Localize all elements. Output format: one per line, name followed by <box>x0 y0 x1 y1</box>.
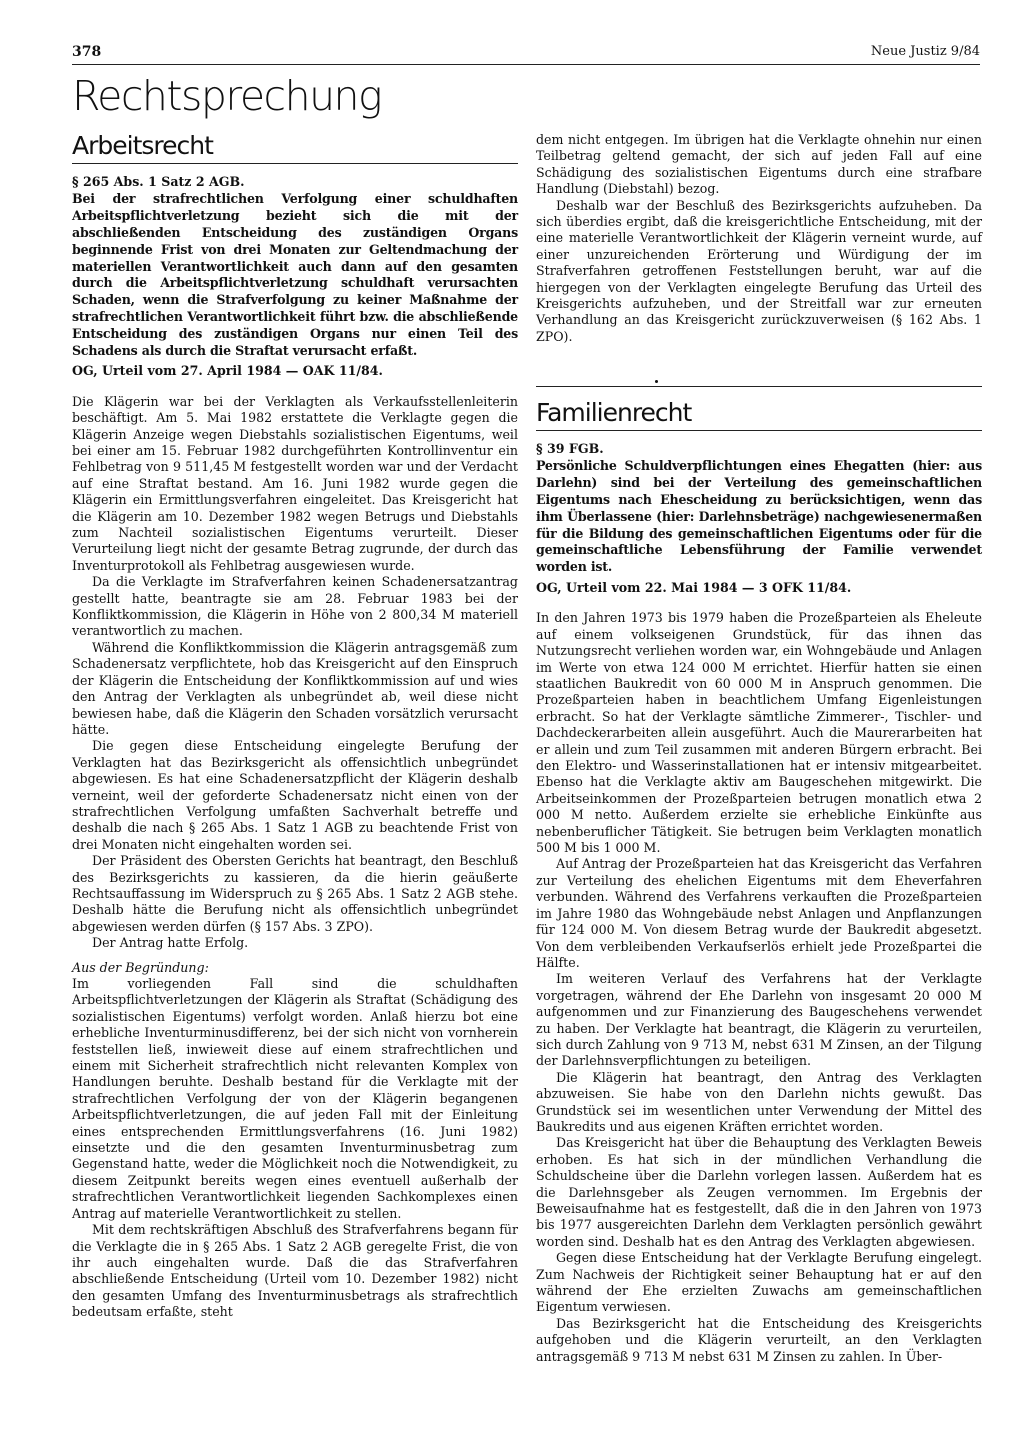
paragraph: Das Kreisgericht hat über die Behauptung des Verklagten Beweis erhoben. Es hat sich in der mündlichen Verhandlung die Schuldscheine über die Darlehn vorlegen lassen. Außerdem hat es die Darlehnsgeber als Zeugen vernommen. Im Ergebnis der Beweisaufnahme hat es festgestellt, daß die in den Jahren von 1973 bis 1977 ausgereichten Darlehn dem Verklagten persönlich gewährt worden sind. Deshalb hat es den Antrag des Verklagten abgewiesen. <box>536 1135 982 1249</box>
norm-citation: § 265 Abs. 1 Satz 2 AGB. <box>72 174 245 189</box>
paragraph: Während die Konfliktkommission die Klägerin antragsgemäß zum Schadenersatz verpflichtete, hob das Kreisgericht auf den Einspruch der Klägerin die Entscheidung der Konfliktkommission auf und wies den Antrag der Verklagten als unbegründet ab, weil diese nicht bewiesen habe, daß die Klägerin den Schaden vorsätzlich verursacht hätte. <box>72 639 518 737</box>
verdict-citation: OG, Urteil vom 22. Mai 1984 — 3 OFK 11/84. <box>536 579 852 595</box>
subheading-reasons: Aus der Begründung: <box>72 959 209 975</box>
paragraph: In den Jahren 1973 bis 1979 haben die Prozeßparteien als Eheleute auf einem volkseigenen Grundstück, für das ihnen das Nutzungsrecht verliehen worden war, ein Wohngebäude und Anlagen im Werte von etwa 124 000 M errichtet. Hierfür hatten sie einen staatlichen Baukredit von 60 000 M in Anspruch genommen. Die Prozeßparteien haben in beachtlichem Umfang Eigenleistungen erbracht. So hat der Verklagte sämtliche Zimmerer-, Tischler- und Dachdeckerarbeiten allein ausgeführt. Auch die Maurerarbeiten hat er allein und zum Teil zusammen mit anderen Bürgern erbracht. Bei den Elektro- und Wasserinstallationen hat er intensiv mitgearbeitet. Ebenso hat die Verklagte aktiv am Baugeschehen mitgewirkt. Die Arbeitseinkommen der Prozeßparteien betrugen monatlich etwa 2 000 M netto. Außerdem erzielte sie erhebliche Einkünfte aus nebenberuflicher Tätigkeit. Sie betrugen beim Verklagten monatlich 500 M bis 1 000 M. <box>536 610 982 856</box>
section-rule <box>536 386 982 387</box>
paragraph: Die Klägerin war bei der Verklagten als Verkaufsstellenleiterin beschäftigt. Am 5. Mai 1982 erstattete die Verklagte gegen die Klägerin Anzeige wegen Diebstahls sozialistischen Eigentums, weil bei einer am 15. Februar 1982 durchgeführten Kontrollinventur ein Fehlbetrag von 9 511,45 M festgestellt worden war und der Verdacht auf eine Straftat bestand. Am 16. Juni 1982 wurde gegen die Klägerin ein Ermittlungsverfahren eingeleitet. Das Kreisgericht hat die Klägerin am 10. Dezember 1982 wegen Betrugs und Diebstahls zum Nachteil sozialistischen Eigentums verurteilt. Dieser Verurteilung liegt nicht der gesamte Betrag zugrunde, der durch das Inventurprotokoll als Fehlbetrag ausgewiesen wurde. <box>72 393 518 573</box>
headnote: Persönliche Schuldverpflichtungen eines Ehegatten (hier: aus Darlehn) sind bei der Verteilung des gemeinschaftlichen Eigentums nach Ehescheidung zu berücksichtigen, wenn das ihm Überlassene (hier: Darlehnsbeträge) nachgewiesenermaßen für die Bildung des gemeinschaftlichen Eigentums oder für die gemeinschaftliche Lebensführung der Familie verwendet worden ist. <box>536 458 982 575</box>
paragraph: Gegen diese Entscheidung hat der Verklagte Berufung eingelegt. Zum Nachweis der Richtigkeit seiner Behauptung hat er auf den während der Ehe erzielten Zuwachs am gemeinschaftlichen Eigentum verwiesen. <box>536 1250 982 1315</box>
journal-issue: Neue Justiz 9/84 <box>870 44 980 59</box>
paragraph: Im weiteren Verlauf des Verfahrens hat der Verklagte vorgetragen, während der Ehe Darlehn von insgesamt 20 000 M aufgenommen und zur Finanzierung des Baugeschehens verwendet zu haben. Der Verklagte hat beantragt, die Klägerin zu verurteilen, sich durch Zahlung von 9 713 M, nebst 631 M Zinsen, an der Tilgung der Darlehnsverpflichtungen zu beteiligen. <box>536 971 982 1069</box>
headnote: Bei der strafrechtlichen Verfolgung einer schuldhaften Arbeitspflichtverletzung bezieht sich die mit der abschließenden Entscheidung des zuständigen Organs beginnende Frist von drei Monaten zur Geltendmachung der materiellen Verantwortlichkeit auch dann auf den gesamten durch die Arbeitspflichtverletzung schuldhaft verursachten Schaden, wenn die Strafverfolgung zu keiner Maßnahme der strafrechtlichen Verantwortlichkeit führt bzw. die abschließende Entscheidung des zuständigen Organs nur einen Teil des Schadens als durch die Straftat verursacht erfaßt. <box>72 191 518 358</box>
paragraph: Der Antrag hatte Erfolg. <box>92 935 249 951</box>
paragraph: Auf Antrag der Prozeßparteien hat das Kreisgericht das Verfahren zur Verteilung des ehelichen Eigentums mit dem Eheverfahren verbunden. Während des Verfahrens verkauften die Prozeßparteien im Jahre 1980 das Wohngebäude nebst Anlagen und Anpflanzungen für 124 000 M. Von diesem Betrag wurde der Baukredit abgesetzt. Von dem verbleibenden Verkaufserlös erhielt jede Prozeßpartei die Hälfte. <box>536 856 982 970</box>
section-heading-familienrecht: Familienrecht <box>536 397 982 431</box>
verdict-citation: OG, Urteil vom 27. April 1984 — OAK 11/84. <box>72 363 383 379</box>
paragraph: Da die Verklagte im Strafverfahren keinen Schadenersatzantrag gestellt hatte, beantragte sie am 28. Februar 1983 bei der Konfliktkommission, die Klägerin in Höhe von 2 800,34 M materiell verantwortlich zu machen. <box>72 574 518 639</box>
separator-dot <box>655 380 658 383</box>
paragraph: Mit dem rechtskräftigen Abschluß des Strafverfahrens begann für die Verklagte die in § 265 Abs. 1 Satz 2 AGB geregelte Frist, die von ihr auch eingehalten wurde. Daß die das Strafverfahren abschließende Entscheidung (Urteil vom 10. Dezember 1982) nicht den gesamten Umfang des Inventurminusbetrags als strafrechtlich bedeutsam erfaßte, steht <box>72 1222 518 1320</box>
header-rule <box>72 64 980 65</box>
paragraph: Das Bezirksgericht hat die Entscheidung des Kreisgerichts aufgehoben und die Klägerin verurteilt, an den Verklagten antragsgemäß 9 713 M nebst 631 M Zinsen zu zahlen. In Über- <box>536 1315 982 1364</box>
norm-citation: § 39 FGB. <box>536 441 604 456</box>
page-title: Rechtsprechung <box>72 72 382 120</box>
paragraph: Die gegen diese Entscheidung eingelegte Berufung der Verklagten hat das Bezirksgericht als offensichtlich unbegründet abgewiesen. Es hat eine Schadenersatzpflicht der Klägerin deshalb verneint, weil der geforderte Schadenersatz nicht einen von der strafrechtlichen Verfolgung umfaßten Sachverhalt betreffe und deshalb die nach § 265 Abs. 1 Satz 1 AGB zu beachtende Frist von drei Monaten nicht eingehalten worden sei. <box>72 738 518 852</box>
page-number: 378 <box>72 44 102 60</box>
paragraph: Der Präsident des Obersten Gerichts hat beantragt, den Beschluß des Bezirksgerichts zu kassieren, da die hierin geäußerte Rechtsauffassung im Widerspruch zu § 265 Abs. 1 Satz 2 AGB stehe. Deshalb hätte die Berufung nicht als offensichtlich unbegründet abgewiesen werden dürfen (§ 157 Abs. 3 ZPO). <box>72 853 518 934</box>
paragraph: Deshalb war der Beschluß des Bezirksgerichts aufzuheben. Da sich überdies ergibt, daß die kreisgerichtliche Entscheidung, mit der eine materielle Verantwortlichkeit der Klägerin verneint wurde, auf einer unzureichenden Erörterung und Würdigung der im Strafverfahren getroffenen Feststellungen beruht, war auf die hiergegen von der Verklagten eingelegte Berufung das Urteil des Kreisgerichts aufzuheben, und der Streitfall war zur erneuten Verhandlung an das Kreisgericht zurückzuverweisen (§ 162 Abs. 1 ZPO). <box>536 197 982 344</box>
paragraph: dem nicht entgegen. Im übrigen hat die Verklagte ohnehin nur einen Teilbetrag geltend gemacht, der sich auf jeden Fall auf eine Schädigung des sozialistischen Eigentums durch eine strafbare Handlung (Diebstahl) bezog. <box>536 132 982 197</box>
right-column-top <box>536 132 982 345</box>
page-header <box>72 44 980 62</box>
right-column-bottom <box>536 397 982 1365</box>
paragraph: Die Klägerin hat beantragt, den Antrag des Verklagten abzuweisen. Sie habe von den Darlehn nichts gewußt. Das Grundstück sei im wesentlichen unter Verwendung der Mittel des Baukredits und aus eigenen Kräften errichtet worden. <box>536 1069 982 1134</box>
section-heading-arbeitsrecht: Arbeitsrecht <box>72 130 518 164</box>
left-column <box>72 130 518 1321</box>
paragraph: Im vorliegenden Fall sind die schuldhaften Arbeitspflichtverletzungen der Klägerin als Straftat (Schädigung des sozialistischen Eigentums) verfolgt worden. Anlaß hierzu bot eine erhebliche Inventurminusdifferenz, bei der sich nicht von vornherein feststellen ließ, inwieweit diese auf einem strafrechtlichen und einem mit Sicherheit strafrechtlich nicht relevanten Komplex von Handlungen beruhte. Deshalb bestand für die Verklagte mit der strafrechtlichen Verfolgung der von der Klägerin begangenen Arbeitspflichtverletzungen, die auf jeden Fall mit der Einleitung eines entsprechenden Ermittlungsverfahrens (16. Juni 1982) einsetzte und die den gesamten Inventurminusbetrag zum Gegenstand hatte, weder die Möglichkeit noch die Notwendigkeit, zu diesem Zeitpunkt bereits wegen eines eventuell außerhalb der strafrechtlichen Verantwortlichkeit liegenden Sachkomplexes einen Antrag auf materielle Verantwortlichkeit zu stellen. <box>72 976 518 1221</box>
